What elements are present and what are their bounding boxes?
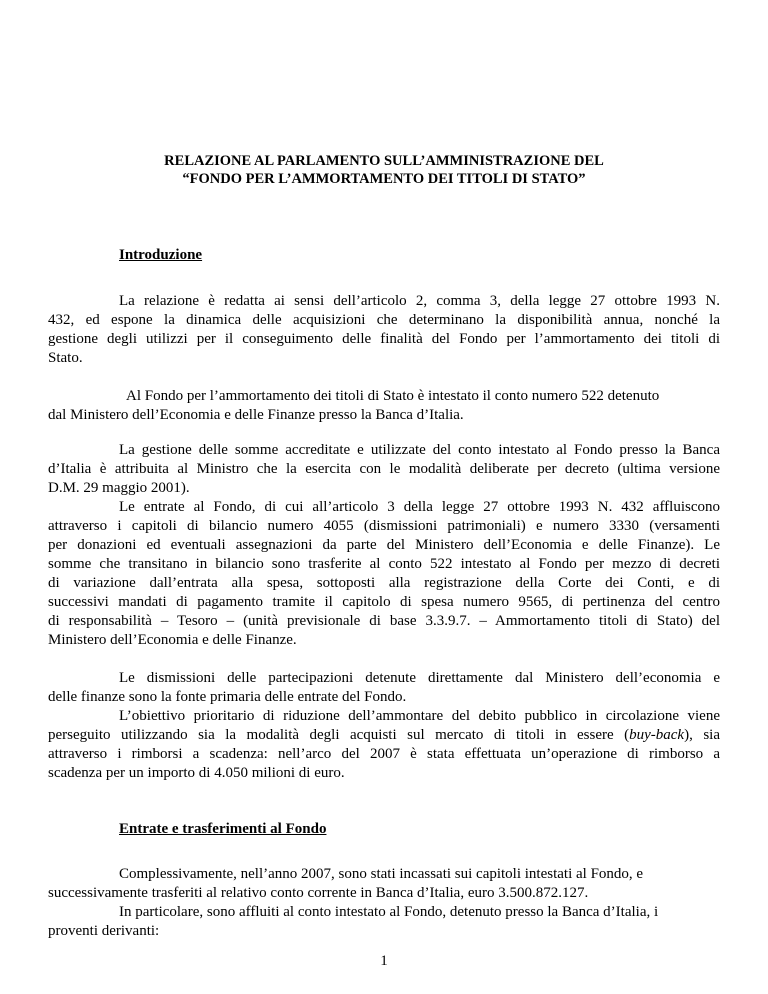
paragraph-line: In particolare, sono affluiti al conto intestato al Fondo, detenuto presso la Banca d’Italia, i (119, 904, 659, 920)
paragraph-1 (48, 292, 720, 368)
paragraph-3 (48, 441, 720, 498)
paragraph-7 (48, 865, 720, 903)
paragraph-line: Ministero dell’Economia e delle Finanze. (48, 632, 297, 648)
paragraph-line: Le dismissioni delle partecipazioni detenute direttamente dal Ministero dell’economia e (119, 670, 720, 686)
buy-back-term: buy-back (629, 727, 685, 743)
paragraph-line: Le entrate al Fondo, di cui all’articolo 3 della legge 27 ottobre 1993 N. 432 affluiscono (119, 499, 720, 515)
paragraph-line: 432, ed espone la dinamica delle acquisizioni che determinano la disponibilità annua, nonché la (48, 312, 720, 328)
paragraph-line: L’obiettivo prioritario di riduzione dell’ammontare del debito pubblico in circolazione viene (119, 708, 720, 724)
paragraph-line: attraverso i rimborsi a scadenza: nell’arco del 2007 è stata effettuata un’operazione di rimborso a (48, 746, 720, 762)
paragraph-line: successivamente trasferiti al relativo conto corrente in Banca d’Italia, euro 3.500.872.127. (48, 885, 589, 901)
paragraph-line: successivi mandati di pagamento tramite il capitolo di spesa numero 9565, di pertinenza del centro (48, 594, 720, 610)
paragraph-line: di responsabilità – Tesoro – (unità previsionale di base 3.3.9.7. – Ammortamento titoli di Stato) del (48, 613, 720, 629)
paragraph-line: delle finanze sono la fonte primaria delle entrate del Fondo. (48, 689, 407, 705)
paragraph-text: perseguito utilizzando sia la modalità degli acquisti sul mercato di titoli in essere ( (48, 727, 630, 743)
paragraph-line (48, 726, 720, 745)
paragraph-line: proventi derivanti: (48, 923, 160, 939)
title-line-2: “FONDO PER L’AMMORTAMENTO DEI TITOLI DI STATO” (182, 171, 586, 187)
paragraph-line: Complessivamente, nell’anno 2007, sono stati incassati sui capitoli intestati al Fondo, e (119, 866, 644, 882)
paragraph-line: Stato. (48, 350, 83, 366)
section-heading-entrate: Entrate e trasferimenti al Fondo (119, 821, 327, 837)
paragraph-text: ), sia (684, 727, 720, 743)
paragraph-line: per donazioni ed eventuali assegnazioni da parte del Ministero dell’Economia e delle Finanze). Le (48, 537, 720, 553)
paragraph-5 (48, 669, 720, 707)
paragraph-8 (48, 903, 720, 941)
paragraph-line: somme che transitano in bilancio sono trasferite al conto 522 intestato al Fondo per mezzo di decreti (48, 556, 720, 572)
paragraph-line: scadenza per un importo di 4.050 milioni di euro. (48, 765, 345, 781)
paragraph-line: La gestione delle somme accreditate e utilizzate del conto intestato al Fondo presso la Banca (119, 442, 720, 458)
paragraph-line: d’Italia è attribuita al Ministro che la esercita con le modalità deliberate per decreto (ultima versione (48, 461, 720, 477)
paragraph-line: di variazione dall’entrata alla spesa, sottoposti alla registrazione della Corte dei Conti, e di (48, 575, 720, 591)
paragraph-2 (48, 387, 720, 425)
document-title (0, 152, 768, 188)
paragraph-line: attraverso i capitoli di bilancio numero 4055 (dismissioni patrimoniali) e numero 3330 (versamenti (48, 518, 720, 534)
title-line-1: RELAZIONE AL PARLAMENTO SULL’AMMINISTRAZIONE DEL (164, 153, 604, 169)
paragraph-6 (48, 707, 720, 783)
paragraph-line: dal Ministero dell’Economia e delle Finanze presso la Banca d’Italia. (48, 407, 464, 423)
paragraph-line: D.M. 29 maggio 2001). (48, 480, 190, 496)
page-number: 1 (380, 953, 388, 969)
paragraph-line: gestione degli utilizzi per il conseguimento delle finalità del Fondo per l’ammortamento dei titoli di (48, 331, 720, 347)
section-heading-introduzione: Introduzione (119, 247, 203, 263)
paragraph-line: Al Fondo per l’ammortamento dei titoli di Stato è intestato il conto numero 522 detenuto (126, 388, 660, 404)
paragraph-line: La relazione è redatta ai sensi dell’articolo 2, comma 3, della legge 27 ottobre 1993 N. (119, 293, 720, 309)
paragraph-4 (48, 498, 720, 650)
